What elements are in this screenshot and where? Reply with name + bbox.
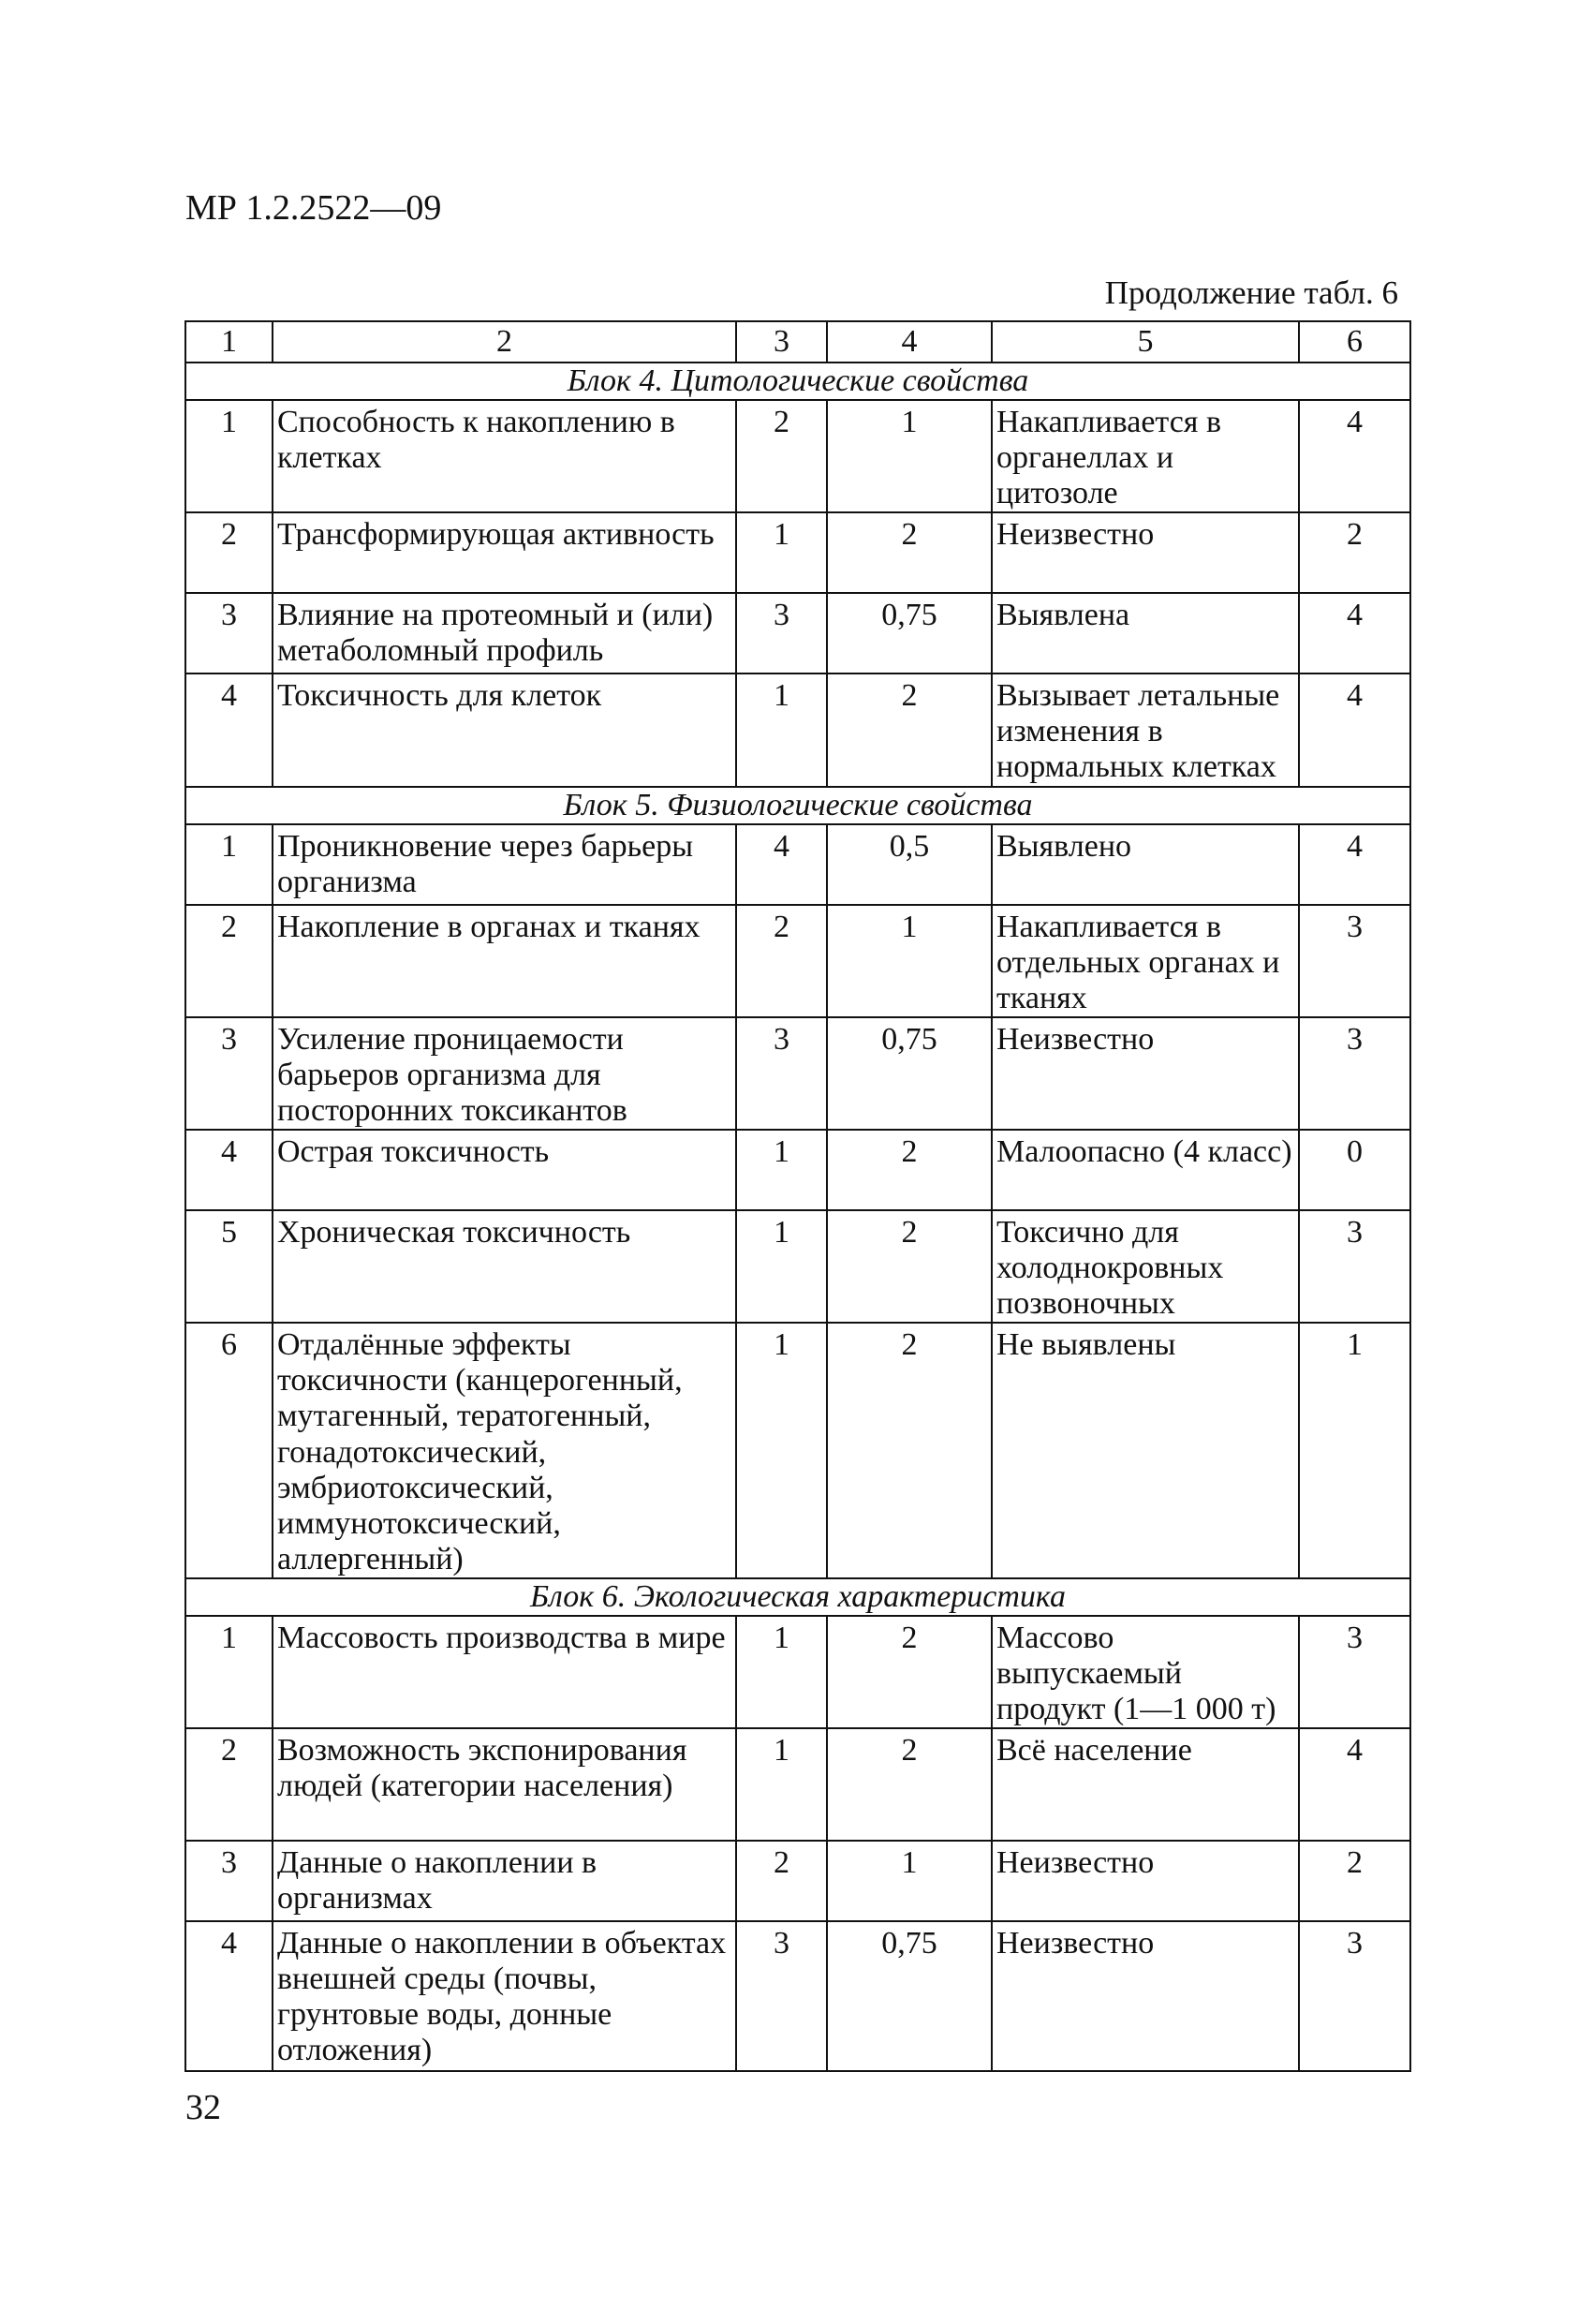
cell-property: Влияние на протеомный и (или) метаболомный профиль (273, 593, 736, 674)
cell-value: Накапливается в органеллах и цитозоле (992, 400, 1299, 512)
column-header: 3 (736, 321, 827, 363)
block-title-row (185, 1578, 1410, 1616)
cell-property: Трансформирующая активность (273, 512, 736, 593)
table-row (185, 512, 1410, 593)
cell-n: 3 (185, 1017, 273, 1130)
cell-n: 2 (185, 512, 273, 593)
table-row (185, 1841, 1410, 1921)
cell-c4: 0,5 (827, 824, 992, 905)
cell-value: Малоопасно (4 класс) (992, 1130, 1299, 1210)
cell-c6: 2 (1299, 1841, 1410, 1921)
block-title-row (185, 787, 1410, 824)
cell-c4: 1 (827, 1841, 992, 1921)
cell-property: Возможность экспонирования людей (категории населения) (273, 1728, 736, 1841)
table-row (185, 1921, 1410, 2071)
cell-c3: 1 (736, 1323, 827, 1578)
cell-value: Токсично для холоднокровных позвоночных (992, 1210, 1299, 1323)
cell-c4: 2 (827, 512, 992, 593)
cell-c3: 2 (736, 400, 827, 512)
cell-property: Отдалённые эффекты токсичности (канцерогенный, мутагенный, тератогенный, гонадотоксический, эмбриотоксический, иммунотоксический, аллергенный) (273, 1323, 736, 1578)
cell-c3: 1 (736, 1616, 827, 1728)
cell-value: Неизвестно (992, 1841, 1299, 1921)
table-row (185, 824, 1410, 905)
cell-c3: 1 (736, 1130, 827, 1210)
cell-n: 3 (185, 1841, 273, 1921)
cell-property: Данные о накоплении в организмах (273, 1841, 736, 1921)
table-continuation-label: Продолжение табл. 6 (1104, 274, 1398, 311)
cell-c3: 2 (736, 905, 827, 1017)
cell-c6: 3 (1299, 905, 1410, 1017)
cell-c4: 1 (827, 905, 992, 1017)
cell-c4: 2 (827, 1616, 992, 1728)
column-header: 6 (1299, 321, 1410, 363)
cell-c4: 2 (827, 1130, 992, 1210)
cell-c4: 0,75 (827, 1921, 992, 2071)
table-row (185, 400, 1410, 512)
column-header: 4 (827, 321, 992, 363)
cell-value: Всё население (992, 1728, 1299, 1841)
cell-c4: 1 (827, 400, 992, 512)
cell-c3: 3 (736, 593, 827, 674)
cell-c6: 3 (1299, 1210, 1410, 1323)
column-header: 5 (992, 321, 1299, 363)
cell-c4: 2 (827, 674, 992, 786)
cell-value: Неизвестно (992, 512, 1299, 593)
cell-c3: 1 (736, 1210, 827, 1323)
table-row (185, 905, 1410, 1017)
cell-c4: 2 (827, 1210, 992, 1323)
cell-property: Хроническая токсичность (273, 1210, 736, 1323)
cell-c6: 4 (1299, 400, 1410, 512)
table-row (185, 1323, 1410, 1578)
cell-value: Массово выпускаемый продукт (1—1 000 т) (992, 1616, 1299, 1728)
cell-c6: 2 (1299, 512, 1410, 593)
column-header: 1 (185, 321, 273, 363)
cell-value: Вызывает летальные изменения в нормальных клетках (992, 674, 1299, 786)
table-row (185, 1728, 1410, 1841)
cell-c6: 4 (1299, 824, 1410, 905)
cell-property: Массовость производства в мире (273, 1616, 736, 1728)
cell-n: 5 (185, 1210, 273, 1323)
cell-c3: 1 (736, 674, 827, 786)
cell-n: 4 (185, 1921, 273, 2071)
cell-n: 4 (185, 674, 273, 786)
cell-c3: 2 (736, 1841, 827, 1921)
table-header-row (185, 321, 1410, 363)
cell-n: 3 (185, 593, 273, 674)
cell-c6: 3 (1299, 1616, 1410, 1728)
cell-n: 6 (185, 1323, 273, 1578)
cell-n: 4 (185, 1130, 273, 1210)
cell-c4: 2 (827, 1728, 992, 1841)
table-row (185, 674, 1410, 786)
cell-property: Способность к накоплению в клетках (273, 400, 736, 512)
block-title-row (185, 363, 1410, 400)
cell-property: Острая токсичность (273, 1130, 736, 1210)
cell-c6: 3 (1299, 1921, 1410, 2071)
block-title: Блок 4. Цитологические свойства (185, 363, 1410, 400)
cell-c4: 0,75 (827, 593, 992, 674)
block-title: Блок 6. Экологическая характеристика (185, 1578, 1410, 1616)
page-number: 32 (185, 2088, 221, 2127)
table-row (185, 1130, 1410, 1210)
table-row (185, 1616, 1410, 1728)
table-row (185, 1210, 1410, 1323)
cell-c3: 1 (736, 1728, 827, 1841)
cell-n: 2 (185, 1728, 273, 1841)
cell-property: Данные о накоплении в объектах внешней среды (почвы, грунтовые воды, донные отложения) (273, 1921, 736, 2071)
cell-c6: 4 (1299, 674, 1410, 786)
cell-c4: 0,75 (827, 1017, 992, 1130)
cell-n: 1 (185, 1616, 273, 1728)
cell-c4: 2 (827, 1323, 992, 1578)
cell-n: 2 (185, 905, 273, 1017)
cell-n: 1 (185, 824, 273, 905)
cell-c6: 1 (1299, 1323, 1410, 1578)
cell-c6: 4 (1299, 1728, 1410, 1841)
cell-c3: 1 (736, 512, 827, 593)
cell-value: Не выявлены (992, 1323, 1299, 1578)
document-code: МР 1.2.2522—09 (185, 188, 442, 228)
cell-c6: 0 (1299, 1130, 1410, 1210)
block-title: Блок 5. Физиологические свойства (185, 787, 1410, 824)
table-row (185, 593, 1410, 674)
cell-value: Накапливается в отдельных органах и тканях (992, 905, 1299, 1017)
properties-table (184, 320, 1411, 2072)
cell-value: Выявлено (992, 824, 1299, 905)
cell-n: 1 (185, 400, 273, 512)
cell-value: Неизвестно (992, 1017, 1299, 1130)
cell-property: Проникновение через барьеры организма (273, 824, 736, 905)
cell-c6: 3 (1299, 1017, 1410, 1130)
cell-c3: 3 (736, 1921, 827, 2071)
column-header: 2 (273, 321, 736, 363)
cell-property: Усиление проницаемости барьеров организма для посторонних токсикантов (273, 1017, 736, 1130)
cell-value: Выявлена (992, 593, 1299, 674)
table-row (185, 1017, 1410, 1130)
cell-property: Накопление в органах и тканях (273, 905, 736, 1017)
cell-value: Неизвестно (992, 1921, 1299, 2071)
cell-c6: 4 (1299, 593, 1410, 674)
cell-c3: 4 (736, 824, 827, 905)
cell-property: Токсичность для клеток (273, 674, 736, 786)
cell-c3: 3 (736, 1017, 827, 1130)
